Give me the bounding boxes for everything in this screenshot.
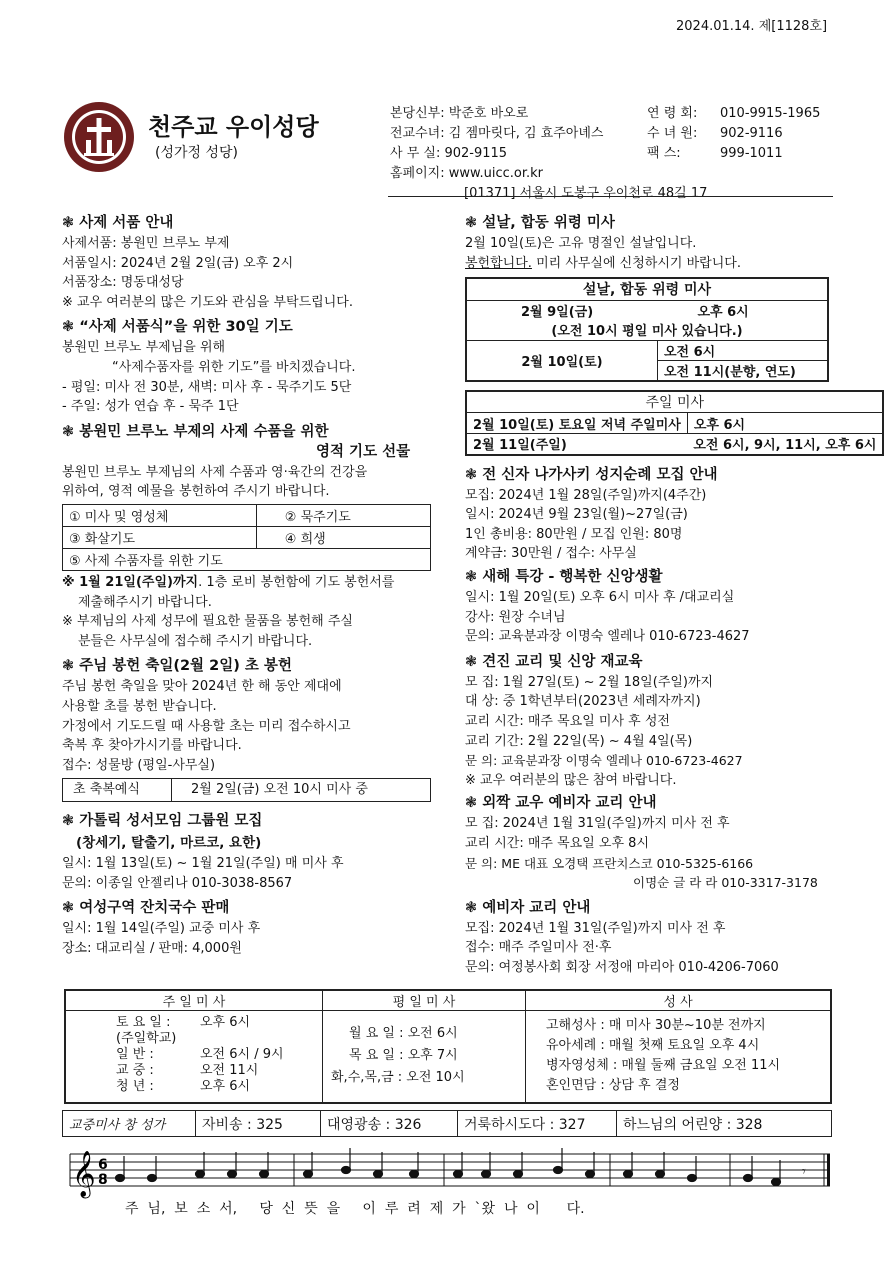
section-title: ❃ 새해 특강 - 행복한 신앙생활	[465, 569, 663, 586]
schedule-header: 주 일 미 사	[65, 990, 323, 1011]
text-line: 모 집: 2024년 1월 31일(주일)까지 미사 전 후	[465, 816, 730, 832]
text-line: 이명순 글 라 라 010-3317-3178	[633, 875, 818, 891]
address: [01371] 서울시 도봉구 우이천로 48길 17	[464, 186, 708, 201]
text-line: 제출해주시기 바랍니다.	[78, 594, 212, 610]
text-line: 모집: 2024년 1월 28일(주일)까지(4주간)	[465, 487, 707, 503]
weekday-schedule	[323, 1011, 526, 1103]
text-line: - 주일: 성가 연습 후 - 묵주 1단	[62, 399, 239, 415]
prayer-item: ② 묵주기도	[256, 504, 430, 526]
section-title-cont: 영적 기도 선물	[316, 443, 411, 460]
contact-value: 박준호 바오로	[448, 106, 529, 121]
prayer-item: ④ 희생	[256, 526, 430, 548]
mass-schedule-table	[64, 989, 832, 1104]
schedule-line: 혼인면담 : 상담 후 결정	[546, 1078, 680, 1094]
text-line: 서품장소: 명동대성당	[62, 275, 184, 291]
contact-label: 수 녀 원:	[647, 126, 698, 141]
section-title: ❃ 예비자 교리 안내	[465, 899, 591, 916]
contact-label: 연 령 회:	[647, 106, 698, 121]
text-line: 일시: 2024년 9월 23일(월)~27일(금)	[465, 507, 688, 523]
text-line: 장소: 대교리실 / 판매: 4,000원	[62, 941, 242, 957]
section-title: ❃ 설날, 합동 위령 미사	[465, 215, 615, 231]
candle-blessing-box	[62, 778, 431, 802]
svg-text:𝄞: 𝄞	[72, 1151, 96, 1197]
schedule-label: 토 요 일 :	[116, 1015, 171, 1030]
contact-label: 팩 스:	[647, 146, 681, 161]
schedule-line: 목 요 일 : 오후 7시	[349, 1048, 458, 1064]
box-label: 초 축복예식	[73, 782, 140, 798]
left-column	[62, 212, 442, 959]
prayer-item: ⑤ 사제 수품자를 위한 기도	[63, 548, 431, 570]
text-line: 주님 봉헌 축일을 맞아 2024년 한 해 동안 제대에	[62, 679, 342, 695]
table-date: 2월 10일(토)	[466, 340, 658, 381]
hymn-item: 자비송 : 325	[196, 1111, 321, 1137]
memorial-mass-table	[465, 277, 829, 382]
svg-text:6: 6	[98, 1157, 108, 1173]
text-line: 축복 후 찾아가시기를 바랍니다.	[62, 738, 242, 754]
text-line: 일시: 1월 14일(주일) 교중 미사 후	[62, 921, 261, 937]
music-staff-icon	[62, 1144, 834, 1204]
homepage-link[interactable]: www.uicc.or.kr	[448, 166, 543, 181]
table-date: 2월 11일(주일)	[466, 434, 687, 455]
schedule-label: 일 반 :	[116, 1047, 154, 1062]
contact-label: 사 무 실:	[390, 146, 441, 161]
table-date: 2월 10일(토) 토요일 저녁 주일미사	[466, 413, 687, 434]
schedule-time: 오후 6시	[200, 1015, 251, 1030]
schedule-header: 성 사	[526, 990, 832, 1011]
header-divider	[388, 196, 833, 197]
issue-number: 2024.01.14. 제[1128호]	[676, 19, 828, 34]
section-title: ❃ 가톨릭 성서모임 그룹원 모집	[62, 813, 263, 830]
schedule-line: 고해성사 : 매 미사 30분~10분 전까지	[546, 1018, 766, 1034]
hymn-table	[62, 1110, 832, 1137]
text-line: 봉원민 브루노 부제님을 위해	[62, 340, 226, 356]
section-title: ❃ 사제 서품 안내	[62, 215, 174, 231]
hymn-item: 거룩하시도다 : 327	[458, 1111, 617, 1137]
hymn-item: 하느님의 어린양 : 328	[617, 1111, 832, 1137]
table-time: 오후 6시	[658, 300, 829, 320]
contact-value: 902-9115	[444, 146, 508, 161]
text-line: 계약금: 30만원 / 접수: 사무실	[465, 546, 637, 562]
right-column	[465, 212, 877, 978]
schedule-time: 오전 6시 / 9시	[200, 1047, 284, 1062]
hymn-item: 대영광송 : 326	[321, 1111, 458, 1137]
text-line: “사제수품자를 위한 기도”를 바치겠습니다.	[112, 359, 356, 375]
table-title: 설날, 합동 위령 미사	[466, 278, 828, 300]
section-subtitle: (창세기, 탈출기, 마르코, 요한)	[76, 835, 262, 852]
text-line: 가정에서 기도드릴 때 사용할 초는 미리 접수하시고	[62, 718, 351, 734]
text-line: 문 의: ME 대표 오경택 프란치스코 010-5325-6166	[465, 855, 754, 871]
music-score	[62, 1144, 834, 1204]
lyrics-line: 주 님, 보 소 서, 당 신 뜻 을 이 루 려 제 가 `왔 나 이 다.	[125, 1201, 585, 1217]
svg-text:𝄾: 𝄾	[802, 1164, 806, 1180]
text-line: 2월 10일(토)은 고유 명절인 설날입니다.	[465, 236, 697, 251]
text-line: 문의: 이종일 안젤리나 010-3038-8567	[62, 875, 293, 891]
prayer-item: ① 미사 및 영성체	[63, 504, 257, 526]
table-time: 오전 6시, 9시, 11시, 오후 6시	[687, 434, 883, 455]
text-line: 교리 시간: 매주 목요일 미사 후 성전	[465, 714, 670, 730]
text-line: 미리 사무실에 신청하시기 바랍니다.	[531, 255, 741, 271]
text-line: 문의: 교육분과장 이명숙 엘레나 010-6723-4627	[465, 629, 750, 645]
section-title: ❃ 봉원민 브루노 부제의 사제 수품을 위한	[62, 423, 329, 440]
schedule-label: 교 중 :	[116, 1063, 154, 1078]
contact-value: 999-1011	[720, 146, 783, 161]
text-line: 1인 총비용: 80만원 / 모집 인원: 80명	[465, 526, 683, 542]
text-line: 봉헌합니다.	[465, 255, 532, 271]
table-date: 2월 9일(금)	[466, 300, 658, 320]
text-line: 모집: 2024년 1월 31일(주일)까지 미사 전 후	[465, 920, 726, 936]
table-time: 오전 6시	[658, 340, 829, 360]
text-line: ※ 부제님의 사제 성무에 필요한 물품을 봉헌해 주실	[62, 614, 353, 630]
text-line: 봉원민 브루노 부제님의 사제 수품과 영·육간의 건강을	[62, 464, 368, 480]
text-line: 일시: 1월 20일(토) 오후 6시 미사 후 /대교리실	[465, 590, 735, 606]
text-line: 접수: 매주 주일미사 전·후	[465, 940, 612, 956]
text-line: 일시: 1월 13일(토) ~ 1월 21일(주일) 매 미사 후	[62, 856, 344, 872]
section-title: ❃ 여성구역 잔치국수 판매	[62, 900, 230, 917]
section-title: ❃ 전 신자 나가사키 성지순례 모집 안내	[465, 466, 718, 483]
table-note: (오전 10시 평일 미사 있습니다.)	[466, 320, 828, 340]
schedule-time: 오전 11시	[200, 1063, 259, 1078]
text-line: 강사: 원장 수녀님	[465, 609, 566, 625]
table-title: 주일 미사	[466, 391, 883, 413]
svg-text:8: 8	[98, 1172, 108, 1188]
schedule-header: 평 일 미 사	[323, 990, 526, 1011]
contact-label: 전교수녀:	[390, 126, 445, 141]
schedule-line: 화,수,목,금 : 오전 10시	[331, 1070, 465, 1086]
contact-value: 010-9915-1965	[720, 106, 821, 121]
schedule-label: 청 년 :	[116, 1079, 154, 1094]
text-line: ※ 교우 여러분의 많은 참여 바랍니다.	[465, 772, 677, 788]
hymn-label: 교중미사 창 성가	[63, 1111, 196, 1137]
section-title: ❃ 견진 교리 및 신앙 재교육	[465, 653, 643, 670]
text-line: 사용할 초를 봉헌 받습니다.	[62, 698, 217, 714]
schedule-line: 월 요 일 : 오전 6시	[349, 1026, 458, 1042]
text-line: 분들은 사무실에 접수해 주시기 바랍니다.	[78, 633, 313, 649]
table-time: 오전 11시(분향, 연도)	[658, 360, 829, 381]
text-line: - 평일: 미사 전 30분, 새벽: 미사 후 - 묵주기도 5단	[62, 379, 352, 395]
text-line: 모 집: 1월 27일(토) ~ 2월 18일(주일)까지	[465, 674, 714, 690]
sunday-schedule	[65, 1011, 323, 1103]
sunday-mass-table	[465, 390, 884, 456]
text-line: 접수: 성물방 (평일-사무실)	[62, 757, 216, 773]
prayer-item: ③ 화살기도	[63, 526, 257, 548]
schedule-label: (주일학교)	[116, 1031, 177, 1046]
section-title: ❃ “사제 서품식”을 위한 30일 기도	[62, 319, 293, 336]
text-line: 교리 기간: 2월 22일(목) ~ 4월 4일(목)	[465, 733, 693, 749]
text-line: ※ 교우 여러분의 많은 기도와 관심을 부탁드립니다.	[62, 294, 353, 310]
contact-label: 본당신부:	[390, 106, 445, 121]
text-line: 서품일시: 2024년 2월 2일(금) 오후 2시	[62, 255, 294, 271]
schedule-line: 유아세례 : 매월 첫째 토요일 오후 4시	[546, 1038, 760, 1054]
schedule-time: 오후 6시	[200, 1079, 251, 1094]
contact-value: 김 젬마릿다, 김 효주아녜스	[448, 126, 604, 141]
contact-value: 902-9116	[720, 126, 783, 141]
contact-block	[390, 104, 821, 204]
church-name: 천주교 우이성당	[148, 113, 319, 141]
church-logo	[62, 100, 136, 174]
box-divider	[171, 779, 172, 801]
deadline-note: ※ 1월 21일(주일)까지	[62, 574, 199, 590]
text-line: 문의: 여정봉사회 회장 서정애 마리아 010-4206-7060	[465, 959, 779, 975]
sacrament-schedule	[526, 1011, 832, 1103]
schedule-line: 병자영성체 : 매월 둘째 금요일 오전 11시	[546, 1058, 781, 1074]
text-line: 문 의: 교육분과장 이명숙 엘레나 010-6723-4627	[465, 753, 743, 769]
church-seal-icon	[62, 100, 136, 174]
homepage-label: 홈페이지:	[390, 166, 445, 181]
text-line: 대 상: 중 1학년부터(2023년 세례자까지)	[465, 694, 701, 710]
church-subtitle: (성가정 성당)	[155, 145, 238, 161]
box-value: 2월 2일(금) 오전 10시 미사 중	[191, 782, 368, 798]
prayer-table	[62, 504, 431, 571]
text-line: 사제서품: 봉원민 브루노 부제	[62, 236, 230, 251]
section-title: ❃ 주님 봉헌 축일(2월 2일) 초 봉헌	[62, 658, 292, 675]
text-line: . 1층 로비 봉헌함에 기도 봉헌서를	[198, 574, 395, 590]
section-title: ❃ 외짝 교우 예비자 교리 안내	[465, 795, 657, 812]
text-line: 위하여, 영적 예물을 봉헌하여 주시기 바랍니다.	[62, 484, 330, 500]
table-time: 오후 6시	[687, 413, 883, 434]
text-line: 교리 시간: 매주 목요일 오후 8시	[465, 836, 650, 851]
